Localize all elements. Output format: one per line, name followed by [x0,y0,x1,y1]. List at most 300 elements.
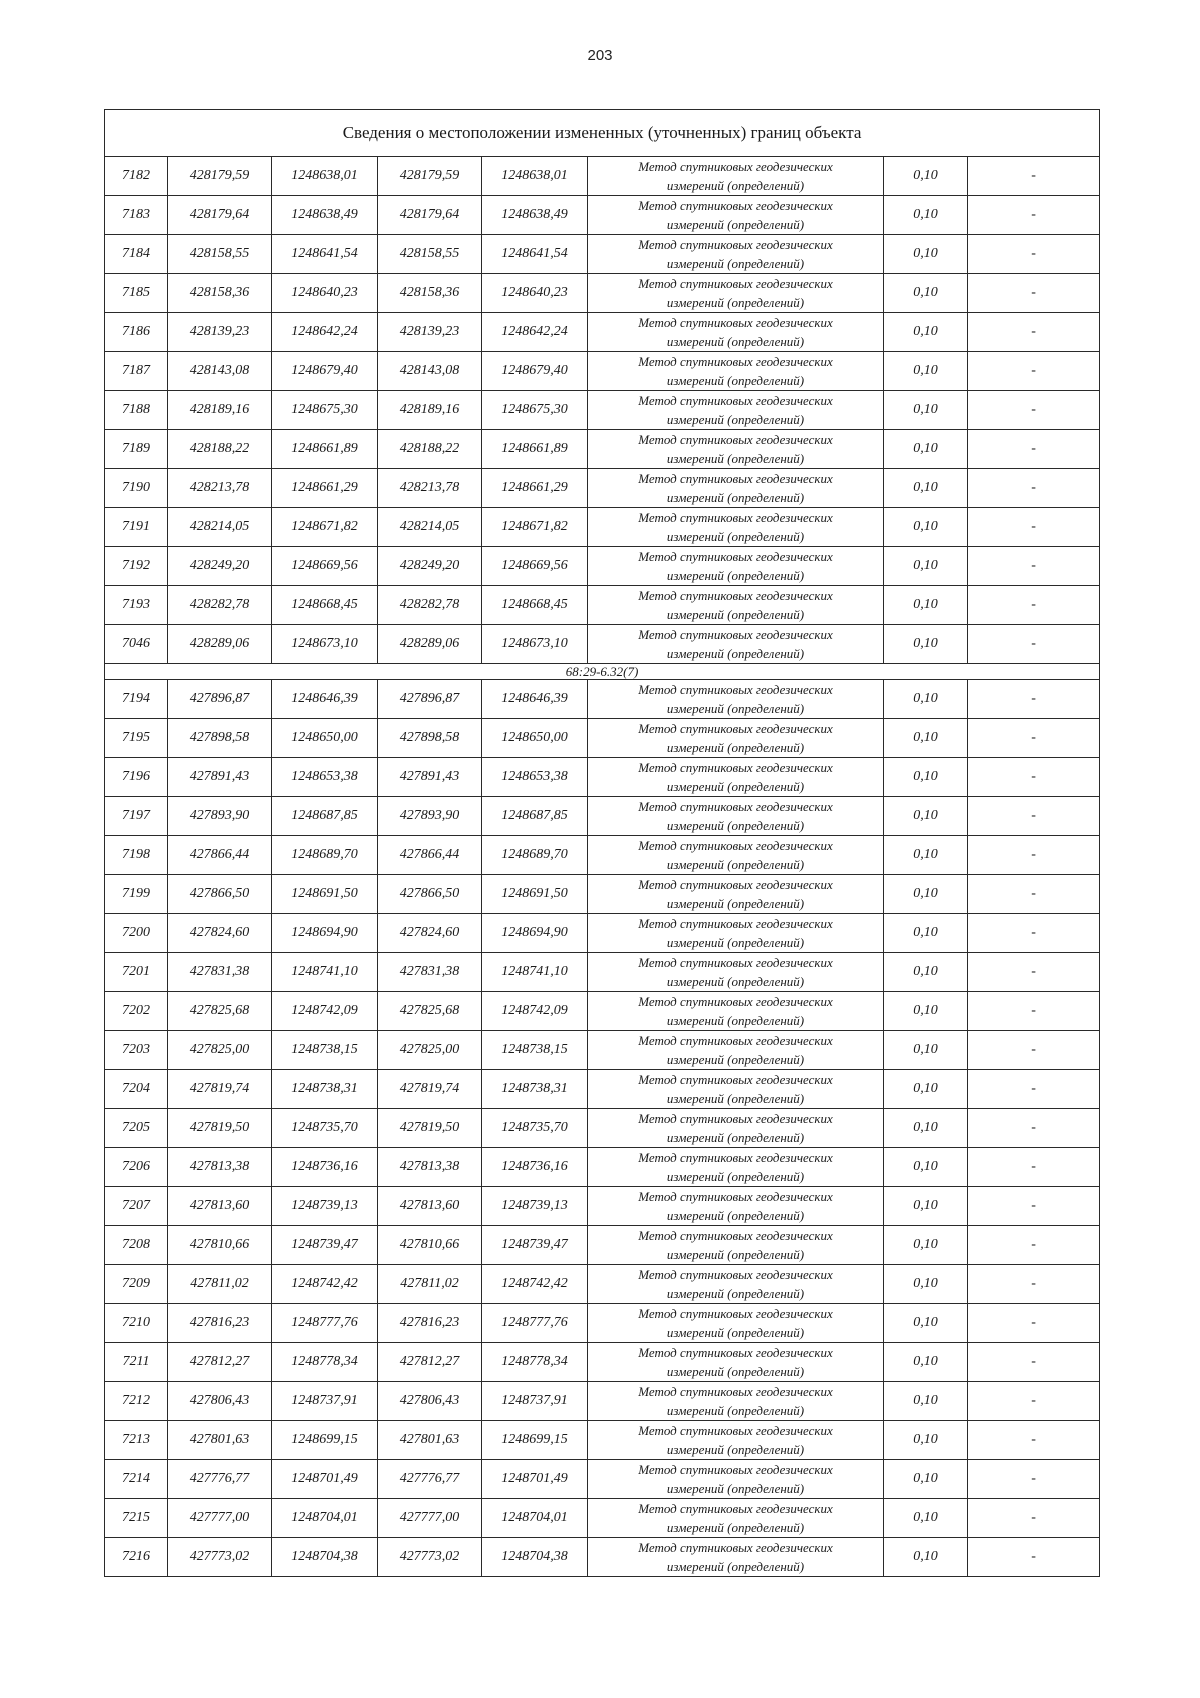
method-line-1: Метод спутниковых геодезических [638,432,833,447]
point-number-cell: 7185 [105,274,168,313]
x-old-cell: 427777,00 [168,1499,272,1538]
x-old-cell: 428249,20 [168,547,272,586]
y-new-cell: 1248737,91 [482,1382,588,1421]
accuracy-cell: 0,10 [884,430,968,469]
x-new-cell: 427816,23 [378,1304,482,1343]
note-cell: - [968,1499,1100,1538]
method-line-2: измерений (определений) [666,1442,805,1457]
y-old-cell: 1248704,01 [272,1499,378,1538]
method-cell [588,758,884,797]
note-cell: - [968,1265,1100,1304]
table-row [105,157,1100,196]
point-number-cell: 7193 [105,586,168,625]
note-cell: - [968,352,1100,391]
y-new-cell: 1248646,39 [482,680,588,719]
x-old-cell: 427773,02 [168,1538,272,1577]
method-line-2: измерений (определений) [666,334,805,349]
method-line-2: измерений (определений) [666,1520,805,1535]
x-old-cell: 427811,02 [168,1265,272,1304]
point-number-cell: 7188 [105,391,168,430]
x-new-cell: 427810,66 [378,1226,482,1265]
note-cell: - [968,719,1100,758]
point-number-cell: 7189 [105,430,168,469]
y-old-cell: 1248699,15 [272,1421,378,1460]
y-new-cell: 1248704,38 [482,1538,588,1577]
table-row [105,680,1100,719]
x-new-cell: 428158,55 [378,235,482,274]
table-row [105,1226,1100,1265]
y-new-cell: 1248694,90 [482,914,588,953]
method-line-2: измерений (определений) [666,1130,805,1145]
y-old-cell: 1248673,10 [272,625,378,664]
accuracy-cell: 0,10 [884,1460,968,1499]
y-new-cell: 1248738,31 [482,1070,588,1109]
method-line-2: измерений (определений) [666,607,805,622]
x-new-cell: 427896,87 [378,680,482,719]
point-number-cell: 7212 [105,1382,168,1421]
table-row [105,1265,1100,1304]
x-new-cell: 427831,38 [378,953,482,992]
y-old-cell: 1248641,54 [272,235,378,274]
table-title-row [105,110,1100,157]
method-cell [588,1343,884,1382]
method-line-2: измерений (определений) [666,1325,805,1340]
y-new-cell: 1248701,49 [482,1460,588,1499]
accuracy-cell: 0,10 [884,1226,968,1265]
x-old-cell: 428139,23 [168,313,272,352]
method-line-2: измерений (определений) [666,178,805,193]
table-row [105,992,1100,1031]
x-new-cell: 427898,58 [378,719,482,758]
method-line-2: измерений (определений) [666,1364,805,1379]
accuracy-cell: 0,10 [884,1070,968,1109]
method-line-1: Метод спутниковых геодезических [638,549,833,564]
table-row [105,1499,1100,1538]
note-cell: - [968,680,1100,719]
section-row [105,664,1100,680]
table-row [105,1187,1100,1226]
point-number-cell: 7184 [105,235,168,274]
accuracy-cell: 0,10 [884,992,968,1031]
method-line-1: Метод спутниковых геодезических [638,1501,833,1516]
y-new-cell: 1248638,01 [482,157,588,196]
y-new-cell: 1248742,09 [482,992,588,1031]
point-number-cell: 7200 [105,914,168,953]
method-cell [588,586,884,625]
method-cell [588,1460,884,1499]
method-cell [588,1226,884,1265]
accuracy-cell: 0,10 [884,313,968,352]
method-cell [588,1382,884,1421]
x-new-cell: 427825,00 [378,1031,482,1070]
method-cell [588,1304,884,1343]
y-new-cell: 1248671,82 [482,508,588,547]
table-row [105,914,1100,953]
accuracy-cell: 0,10 [884,836,968,875]
accuracy-cell: 0,10 [884,1187,968,1226]
point-number-cell: 7203 [105,1031,168,1070]
table-row [105,430,1100,469]
x-new-cell: 427866,44 [378,836,482,875]
y-old-cell: 1248735,70 [272,1109,378,1148]
x-new-cell: 427866,50 [378,875,482,914]
y-new-cell: 1248689,70 [482,836,588,875]
method-line-2: измерений (определений) [666,779,805,794]
method-cell [588,1421,884,1460]
x-new-cell: 427776,77 [378,1460,482,1499]
x-new-cell: 427819,74 [378,1070,482,1109]
point-number-cell: 7191 [105,508,168,547]
method-line-2: измерений (определений) [666,256,805,271]
x-old-cell: 427813,60 [168,1187,272,1226]
x-old-cell: 427819,74 [168,1070,272,1109]
note-cell: - [968,914,1100,953]
x-old-cell: 428143,08 [168,352,272,391]
x-new-cell: 427812,27 [378,1343,482,1382]
y-new-cell: 1248704,01 [482,1499,588,1538]
method-cell [588,391,884,430]
y-old-cell: 1248642,24 [272,313,378,352]
note-cell: - [968,313,1100,352]
cadastral-section-label: 68:29-6.32(7) [105,664,1100,680]
accuracy-cell: 0,10 [884,953,968,992]
method-cell [588,196,884,235]
method-line-1: Метод спутниковых геодезических [638,721,833,736]
point-number-cell: 7201 [105,953,168,992]
method-line-2: измерений (определений) [666,857,805,872]
note-cell: - [968,157,1100,196]
table-row [105,274,1100,313]
accuracy-cell: 0,10 [884,758,968,797]
table-title: Сведения о местоположении измененных (уточненных) границ объекта [105,110,1100,157]
accuracy-cell: 0,10 [884,157,968,196]
page-number: 203 [587,47,613,64]
accuracy-cell: 0,10 [884,875,968,914]
accuracy-cell: 0,10 [884,196,968,235]
method-line-1: Метод спутниковых геодезических [638,838,833,853]
point-number-cell: 7215 [105,1499,168,1538]
accuracy-cell: 0,10 [884,391,968,430]
point-number-cell: 7198 [105,836,168,875]
method-cell [588,1070,884,1109]
method-cell [588,1031,884,1070]
note-cell: - [968,1070,1100,1109]
method-line-2: измерений (определений) [666,1481,805,1496]
note-cell: - [968,1538,1100,1577]
y-new-cell: 1248669,56 [482,547,588,586]
method-cell [588,625,884,664]
table-row [105,352,1100,391]
method-line-1: Метод спутниковых геодезических [638,1306,833,1321]
note-cell: - [968,1187,1100,1226]
y-new-cell: 1248661,29 [482,469,588,508]
point-number-cell: 7216 [105,1538,168,1577]
y-old-cell: 1248669,56 [272,547,378,586]
x-old-cell: 427813,38 [168,1148,272,1187]
table-row [105,508,1100,547]
y-new-cell: 1248673,10 [482,625,588,664]
y-old-cell: 1248668,45 [272,586,378,625]
method-line-1: Метод спутниковых геодезических [638,393,833,408]
accuracy-cell: 0,10 [884,1499,968,1538]
y-new-cell: 1248739,13 [482,1187,588,1226]
x-old-cell: 427831,38 [168,953,272,992]
x-new-cell: 427891,43 [378,758,482,797]
x-new-cell: 428214,05 [378,508,482,547]
method-cell [588,914,884,953]
accuracy-cell: 0,10 [884,586,968,625]
point-number-cell: 7204 [105,1070,168,1109]
method-line-1: Метод спутниковых геодезических [638,1228,833,1243]
table-row [105,719,1100,758]
method-line-1: Метод спутниковых геодезических [638,510,833,525]
y-old-cell: 1248638,01 [272,157,378,196]
method-line-1: Метод спутниковых геодезических [638,1189,833,1204]
method-line-2: измерений (определений) [666,412,805,427]
x-old-cell: 427825,68 [168,992,272,1031]
method-line-2: измерений (определений) [666,974,805,989]
x-old-cell: 427896,87 [168,680,272,719]
method-line-2: измерений (определений) [666,1052,805,1067]
note-cell: - [968,836,1100,875]
method-line-1: Метод спутниковых геодезических [638,1462,833,1477]
point-number-cell: 7192 [105,547,168,586]
point-number-cell: 7195 [105,719,168,758]
y-old-cell: 1248687,85 [272,797,378,836]
table-row [105,469,1100,508]
table-row [105,1109,1100,1148]
note-cell: - [968,1109,1100,1148]
method-cell [588,680,884,719]
table-row [105,758,1100,797]
y-old-cell: 1248701,49 [272,1460,378,1499]
y-new-cell: 1248650,00 [482,719,588,758]
x-new-cell: 427824,60 [378,914,482,953]
table-row [105,1538,1100,1577]
x-new-cell: 428179,64 [378,196,482,235]
method-cell [588,1538,884,1577]
method-cell [588,992,884,1031]
x-old-cell: 428214,05 [168,508,272,547]
x-old-cell: 427801,63 [168,1421,272,1460]
method-line-1: Метод спутниковых геодезических [638,315,833,330]
x-old-cell: 427893,90 [168,797,272,836]
y-old-cell: 1248671,82 [272,508,378,547]
method-line-2: измерений (определений) [666,295,805,310]
accuracy-cell: 0,10 [884,547,968,586]
y-old-cell: 1248646,39 [272,680,378,719]
method-cell [588,313,884,352]
y-old-cell: 1248778,34 [272,1343,378,1382]
x-old-cell: 427898,58 [168,719,272,758]
point-number-cell: 7209 [105,1265,168,1304]
table-row [105,953,1100,992]
note-cell: - [968,953,1100,992]
table-row [105,1460,1100,1499]
note-cell: - [968,430,1100,469]
note-cell: - [968,1421,1100,1460]
method-cell [588,1148,884,1187]
method-line-2: измерений (определений) [666,373,805,388]
method-line-2: измерений (определений) [666,1169,805,1184]
method-cell [588,235,884,274]
y-new-cell: 1248778,34 [482,1343,588,1382]
x-new-cell: 428139,23 [378,313,482,352]
y-old-cell: 1248738,15 [272,1031,378,1070]
x-old-cell: 427806,43 [168,1382,272,1421]
method-line-2: измерений (определений) [666,1286,805,1301]
method-line-2: измерений (определений) [666,1013,805,1028]
y-old-cell: 1248741,10 [272,953,378,992]
x-new-cell: 427813,60 [378,1187,482,1226]
y-old-cell: 1248742,42 [272,1265,378,1304]
method-line-2: измерений (определений) [666,568,805,583]
point-number-cell: 7194 [105,680,168,719]
method-cell [588,1109,884,1148]
table-row [105,1070,1100,1109]
y-new-cell: 1248777,76 [482,1304,588,1343]
x-new-cell: 428143,08 [378,352,482,391]
x-old-cell: 428158,55 [168,235,272,274]
x-old-cell: 427824,60 [168,914,272,953]
table-row [105,586,1100,625]
accuracy-cell: 0,10 [884,1538,968,1577]
note-cell: - [968,1382,1100,1421]
x-old-cell: 427810,66 [168,1226,272,1265]
x-new-cell: 428249,20 [378,547,482,586]
x-new-cell: 428188,22 [378,430,482,469]
point-number-cell: 7187 [105,352,168,391]
point-number-cell: 7210 [105,1304,168,1343]
note-cell: - [968,235,1100,274]
method-line-1: Метод спутниковых геодезических [638,627,833,642]
point-number-cell: 7196 [105,758,168,797]
method-line-2: измерений (определений) [666,818,805,833]
point-number-cell: 7190 [105,469,168,508]
method-line-2: измерений (определений) [666,1208,805,1223]
accuracy-cell: 0,10 [884,625,968,664]
boundary-coordinates-table [104,109,1100,1577]
y-new-cell: 1248638,49 [482,196,588,235]
note-cell: - [968,586,1100,625]
method-cell [588,352,884,391]
note-cell: - [968,1304,1100,1343]
table-row [105,797,1100,836]
x-old-cell: 428282,78 [168,586,272,625]
note-cell: - [968,1343,1100,1382]
method-line-2: измерений (определений) [666,896,805,911]
table-row [105,1421,1100,1460]
y-old-cell: 1248640,23 [272,274,378,313]
accuracy-cell: 0,10 [884,352,968,391]
method-line-1: Метод спутниковых геодезических [638,1111,833,1126]
note-cell: - [968,758,1100,797]
y-old-cell: 1248689,70 [272,836,378,875]
table-row [105,235,1100,274]
method-line-1: Метод спутниковых геодезических [638,198,833,213]
y-new-cell: 1248691,50 [482,875,588,914]
method-cell [588,797,884,836]
y-new-cell: 1248679,40 [482,352,588,391]
accuracy-cell: 0,10 [884,1031,968,1070]
y-old-cell: 1248661,29 [272,469,378,508]
accuracy-cell: 0,10 [884,1265,968,1304]
method-line-2: измерений (определений) [666,1559,805,1574]
table-row [105,1304,1100,1343]
method-line-1: Метод спутниковых геодезических [638,159,833,174]
accuracy-cell: 0,10 [884,274,968,313]
note-cell: - [968,1460,1100,1499]
accuracy-cell: 0,10 [884,1109,968,1148]
note-cell: - [968,508,1100,547]
accuracy-cell: 0,10 [884,680,968,719]
y-new-cell: 1248735,70 [482,1109,588,1148]
y-old-cell: 1248736,16 [272,1148,378,1187]
x-old-cell: 428213,78 [168,469,272,508]
x-new-cell: 428158,36 [378,274,482,313]
point-number-cell: 7183 [105,196,168,235]
y-old-cell: 1248739,47 [272,1226,378,1265]
accuracy-cell: 0,10 [884,469,968,508]
method-cell [588,953,884,992]
y-new-cell: 1248661,89 [482,430,588,469]
table-row [105,313,1100,352]
method-line-1: Метод спутниковых геодезических [638,994,833,1009]
method-line-1: Метод спутниковых геодезических [638,760,833,775]
y-new-cell: 1248741,10 [482,953,588,992]
x-new-cell: 427773,02 [378,1538,482,1577]
method-line-2: измерений (определений) [666,740,805,755]
y-new-cell: 1248738,15 [482,1031,588,1070]
note-cell: - [968,196,1100,235]
method-line-2: измерений (определений) [666,646,805,661]
y-new-cell: 1248653,38 [482,758,588,797]
point-number-cell: 7208 [105,1226,168,1265]
table-row [105,625,1100,664]
method-cell [588,875,884,914]
method-line-1: Метод спутниковых геодезических [638,1267,833,1282]
table-row [105,836,1100,875]
x-new-cell: 427893,90 [378,797,482,836]
accuracy-cell: 0,10 [884,1304,968,1343]
accuracy-cell: 0,10 [884,719,968,758]
y-new-cell: 1248687,85 [482,797,588,836]
point-number-cell: 7213 [105,1421,168,1460]
x-new-cell: 427801,63 [378,1421,482,1460]
accuracy-cell: 0,10 [884,508,968,547]
y-new-cell: 1248642,24 [482,313,588,352]
x-new-cell: 428282,78 [378,586,482,625]
x-new-cell: 427777,00 [378,1499,482,1538]
x-new-cell: 427825,68 [378,992,482,1031]
x-new-cell: 427819,50 [378,1109,482,1148]
point-number-cell: 7205 [105,1109,168,1148]
method-cell [588,430,884,469]
point-number-cell: 7202 [105,992,168,1031]
x-old-cell: 427866,44 [168,836,272,875]
method-cell [588,1499,884,1538]
y-new-cell: 1248675,30 [482,391,588,430]
method-line-2: измерений (определений) [666,451,805,466]
note-cell: - [968,625,1100,664]
y-old-cell: 1248691,50 [272,875,378,914]
y-old-cell: 1248679,40 [272,352,378,391]
table-row [105,1148,1100,1187]
method-line-1: Метод спутниковых геодезических [638,1423,833,1438]
x-old-cell: 428158,36 [168,274,272,313]
table-row [105,391,1100,430]
accuracy-cell: 0,10 [884,914,968,953]
